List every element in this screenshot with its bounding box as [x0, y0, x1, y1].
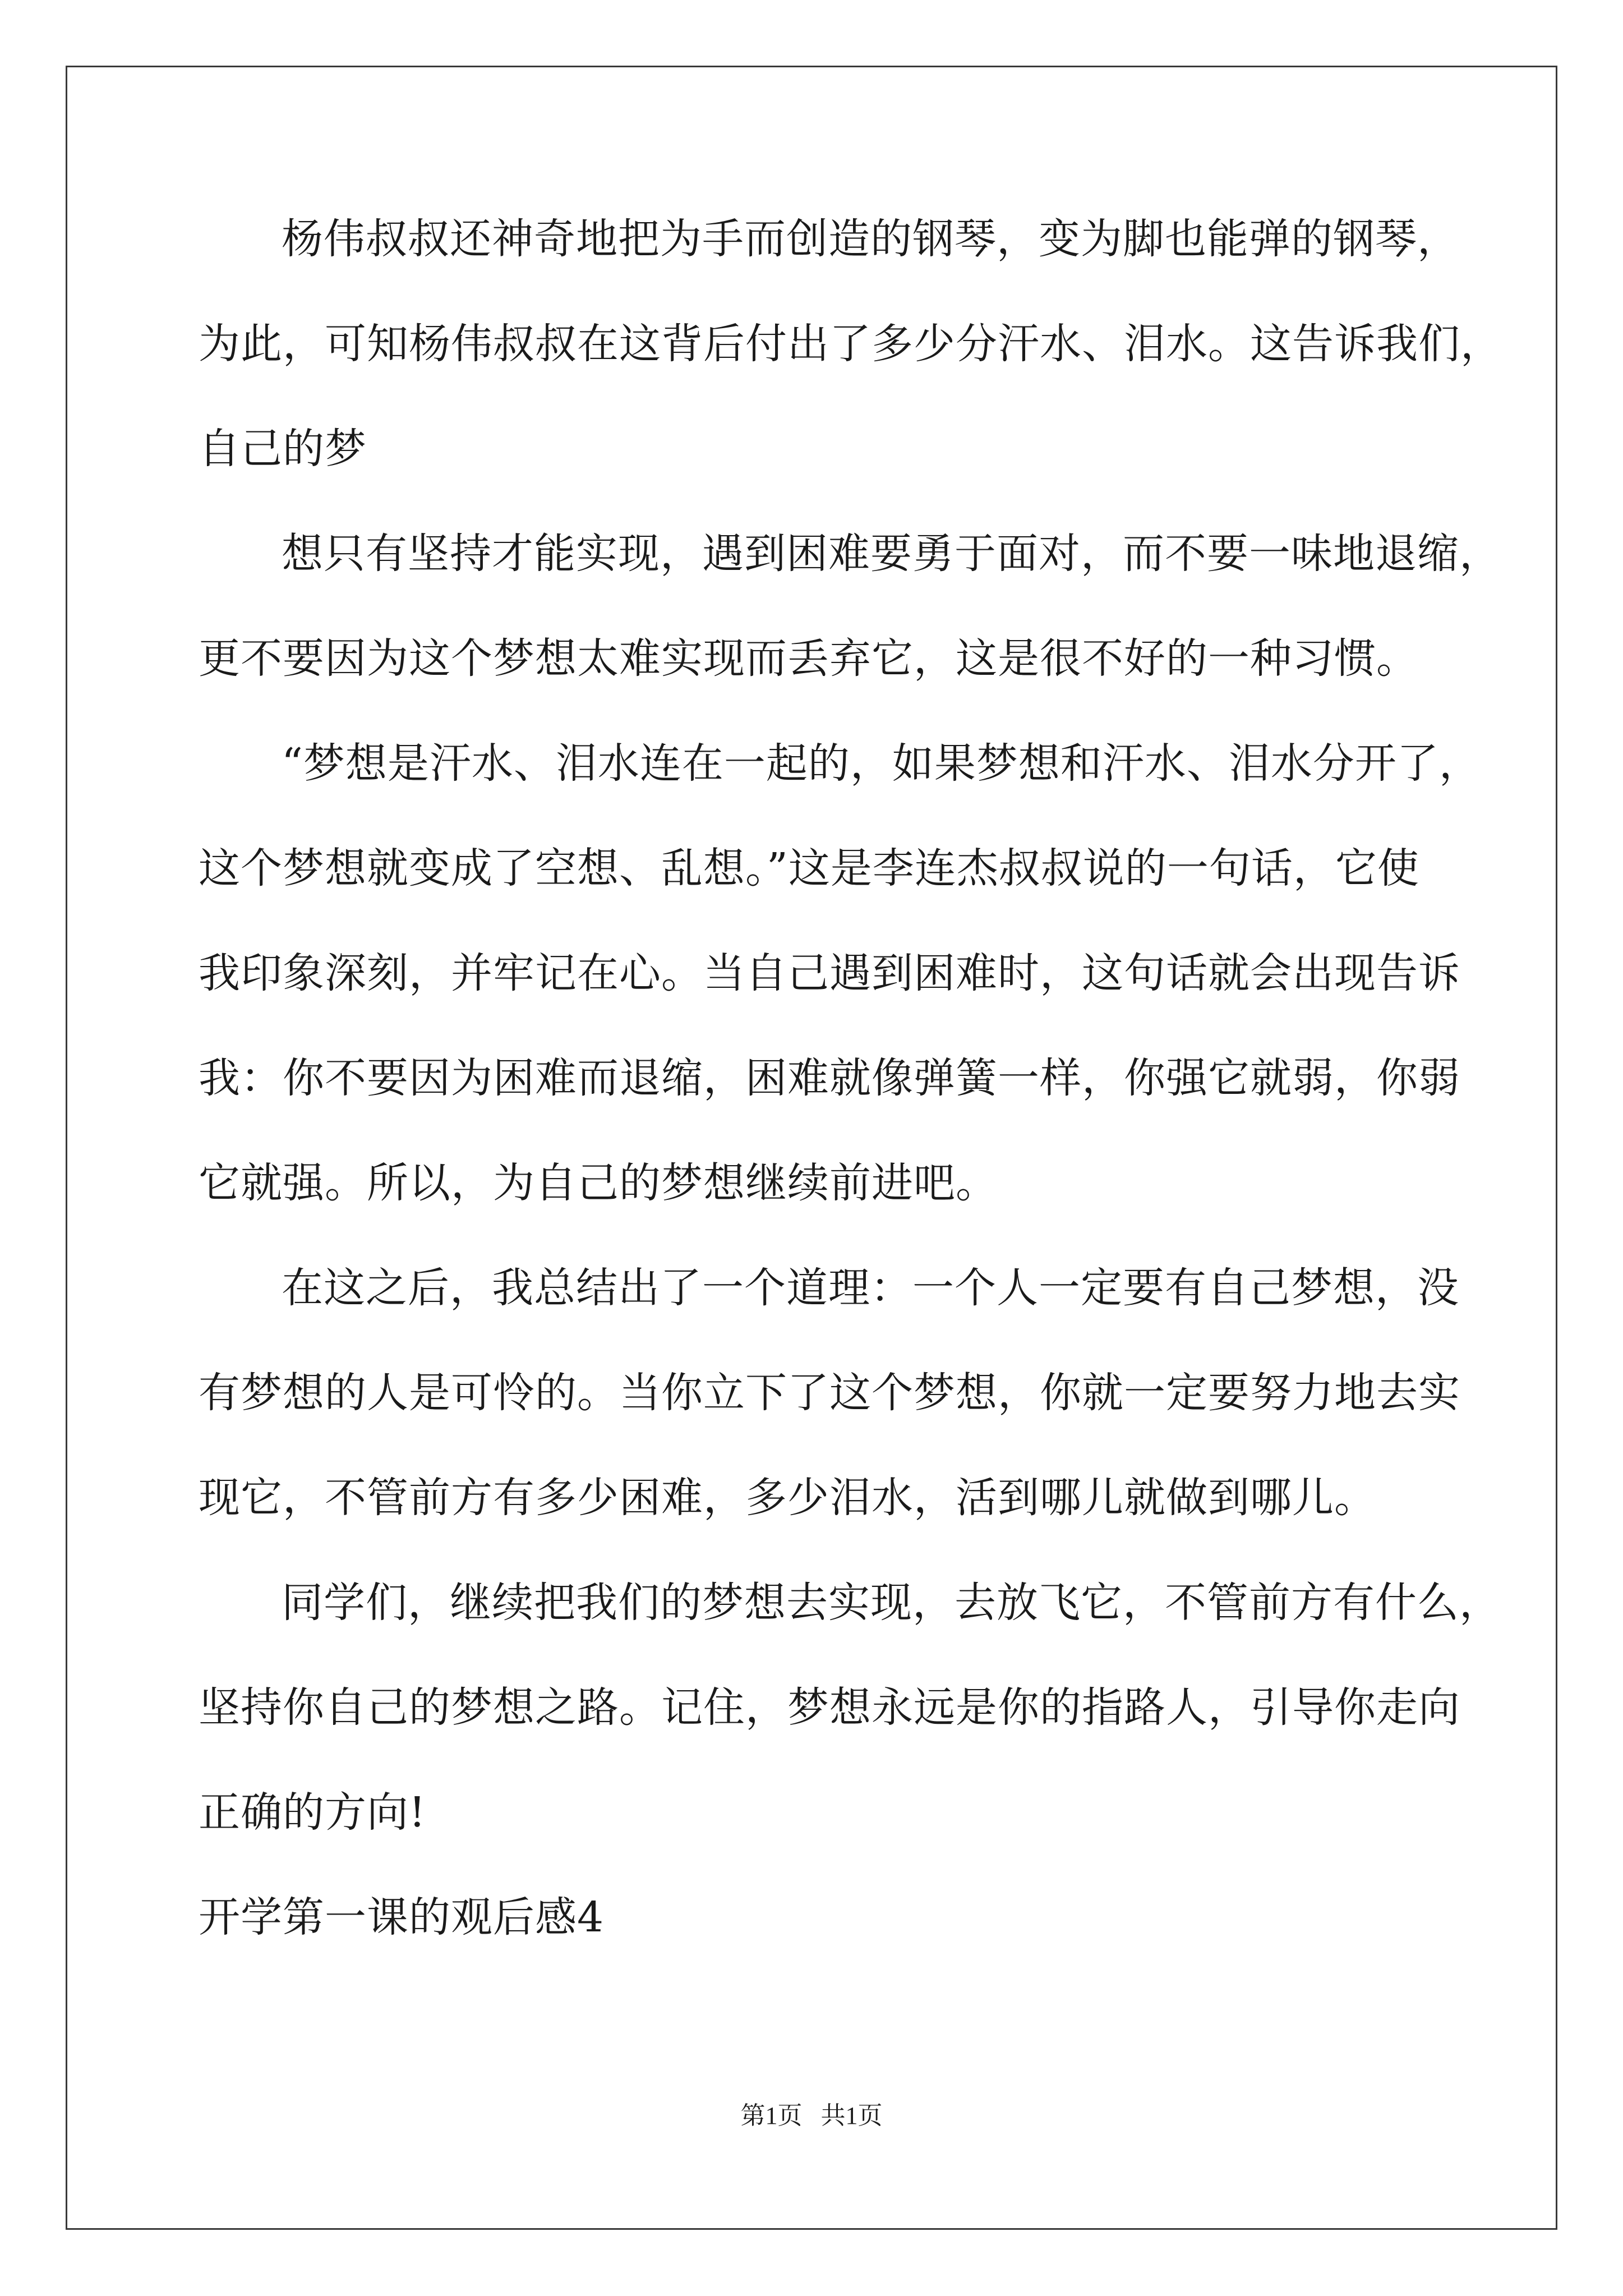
- text-line: 在这之后，我总结出了一个道理：一个人一定要有自己梦想，没: [282, 1264, 1459, 1312]
- text-line: 正确的方向!: [199, 1788, 426, 1837]
- text-line: 更不要因为这个梦想太难实现而丢弃它，这是很不好的一种习惯。: [199, 634, 1418, 683]
- text-line: 想只有坚持才能实现，遇到困难要勇于面对，而不要一味地退缩，: [282, 530, 1501, 578]
- section-heading: 开学第一课的观后感4: [199, 1893, 605, 1941]
- text-line: “梦想是汗水、泪水连在一起的，如果梦想和汗水、泪水分开了，: [282, 739, 1481, 788]
- text-line: 我印象深刻，并牢记在心。当自己遇到困难时，这句话就会出现告诉: [199, 949, 1460, 997]
- document-body: [199, 213, 1502, 1996]
- text-line: 现它，不管前方有多少困难，多少泪水，活到哪儿就做到哪儿。: [199, 1474, 1376, 1522]
- text-line: 它就强。所以，为自己的梦想继续前进吧。: [199, 1159, 998, 1207]
- text-line: 有梦想的人是可怜的。当你立下了这个梦想，你就一定要努力地去实: [199, 1369, 1460, 1417]
- text-line: 自己的梦: [199, 425, 367, 473]
- text-line: 杨伟叔叔还神奇地把为手而创造的钢琴，变为脚也能弹的钢琴，: [282, 215, 1459, 263]
- text-line: 为此，可知杨伟叔叔在这背后付出了多少分汗水、泪水。这告诉我们，: [199, 320, 1502, 368]
- page-number-footer: 第1页 共1页: [740, 2102, 883, 2129]
- text-line: 同学们，继续把我们的梦想去实现，去放飞它，不管前方有什么，: [282, 1579, 1501, 1627]
- text-line: 这个梦想就变成了空想、乱想。”这是李连杰叔叔说的一句话，它使: [199, 844, 1419, 892]
- text-line: 我：你不要因为困难而退缩，困难就像弹簧一样，你强它就弱，你弱: [199, 1054, 1460, 1102]
- text-line: 坚持你自己的梦想之路。记住，梦想永远是你的指路人，引导你走向: [199, 1683, 1460, 1732]
